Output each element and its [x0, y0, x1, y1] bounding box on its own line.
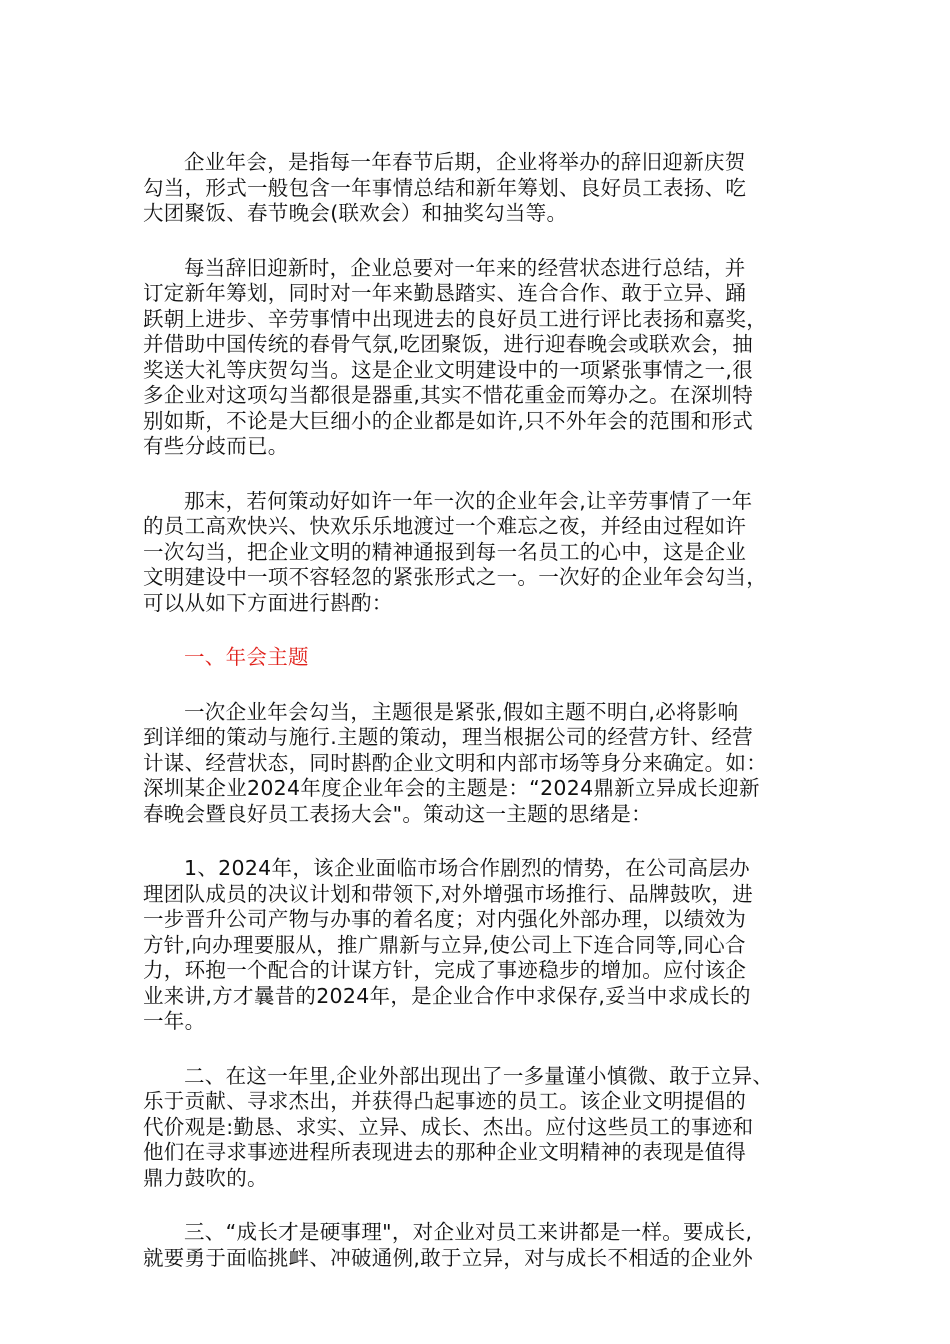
paragraph-planning: [143, 489, 805, 617]
paragraph-summary: [143, 256, 805, 460]
text-line: 计谋、经营状态，同时斟酌企业文明和内部市场等身分来确定。如：: [143, 750, 767, 775]
text-line: 业来讲,方才曩昔的2024年，是企业合作中求保存,妥当中求成长的: [143, 983, 751, 1008]
text-line: 奖送大礼等庆贺勾当。这是企业文明建设中的一项紧张事情之一,很: [143, 357, 754, 382]
text-line: 一年。: [143, 1009, 206, 1033]
text-line: 每当辞旧迎新时，企业总要对一年来的经营状态进行总结，并: [184, 255, 746, 280]
text-line: 多企业对这项勾当都很是器重,其实不惜花重金而筹办之。在深圳特: [143, 383, 754, 407]
text-line: 理团队成员的决议计划和带领下,对外增强市场推行、品牌鼓吹，进: [143, 881, 754, 906]
text-line: 代价观是:勤恳、求实、立异、成长、杰出。应付这些员工的事迹和: [143, 1114, 754, 1139]
text-line: 订定新年筹划，同时对一年来勤恳踏实、连合合作、敢于立异、踊: [143, 281, 747, 305]
text-line: 到详细的策动与施行.主题的策动，理当根据公司的经营方针、经营: [143, 725, 754, 749]
paragraph-point-3: [143, 1220, 805, 1271]
text-line: 方针,向办理要服从，推广鼎新与立异,使公司上下连合同等,同心合: [143, 932, 746, 957]
heading-text: 一、年会主题: [184, 645, 309, 669]
text-line: 就要勇于面临挑衅、冲破通例,敢于立异，对与成长不相适的企业外: [143, 1245, 754, 1270]
text-line: 力，环抱一个配合的计谋方针，完成了事迹稳步的增加。应付该企: [143, 958, 747, 982]
text-line: 一次企业年会勾当，主题很是紧张,假如主题不明白,必将影响: [184, 699, 739, 724]
text-line: 有些分歧而已。: [143, 434, 289, 458]
text-line: 勾当，形式一般包含一年事情总结和新年筹划、良好员工表扬、吃: [143, 175, 747, 200]
section-heading: [143, 645, 805, 671]
document-page: [143, 150, 805, 1271]
text-line: 二、在这一年里,企业外部出现出了一多量谨小慎微、敢于立异、: [184, 1063, 774, 1088]
text-line: 一步晋升公司产物与办事的着名度；对内强化外部办理，以绩效为: [143, 907, 747, 931]
text-line: 深圳某企业2024年度企业年会的主题是：“2024鼎新立异成长迎新: [143, 776, 760, 800]
text-line: 的员工高欢快兴、快欢乐乐地渡过一个难忘之夜，并经由过程如许: [143, 514, 747, 538]
text-line: 大团聚饭、春节晚会(联欢会）和抽奖勾当等。: [143, 201, 568, 225]
paragraph-intro: [143, 150, 805, 227]
text-line: 春晚会暨良好员工表扬大会"。策动这一主题的思绪是：: [143, 801, 652, 826]
paragraph-point-2: [143, 1064, 805, 1192]
text-line: 可以从如下方面进行斟酌：: [143, 590, 393, 615]
text-line: 别如斯，不论是大巨细小的企业都是如许,只不外年会的范围和形式: [143, 408, 754, 433]
text-line: 文明建设中一项不容轻忽的紧张形式之一。一次好的企业年会勾当，: [143, 565, 767, 589]
text-line: 并借助中国传统的春骨气氛,吃团聚饭，进行迎春晚会或联欢会，抽: [143, 332, 754, 356]
text-line: 1、2024年，该企业面临市场合作剧烈的情势，在公司高层办: [184, 856, 750, 880]
paragraph-theme: [143, 700, 805, 828]
text-line: 乐于贡献、寻求杰出，并获得凸起事迹的员工。该企业文明提倡的: [143, 1089, 747, 1113]
text-line: 企业年会，是指每一年春节后期，企业将举办的辞旧迎新庆贺: [184, 150, 746, 174]
text-line: 那末，若何策动好如许一年一次的企业年会,让辛劳事情了一年: [184, 488, 753, 513]
text-line: 跃朝上进步、辛劳事情中出现进去的良好员工进行评比表扬和嘉奖，: [143, 306, 767, 331]
text-line: 一次勾当，把企业文明的精神通报到每一名员工的心中，这是企业: [143, 539, 747, 564]
text-line: 他们在寻求事迹进程所表现进去的那种企业文明精神的表现是值得: [143, 1140, 747, 1164]
text-line: 鼎力鼓吹的。: [143, 1165, 268, 1190]
text-line: 三、“成长才是硬事理"，对企业对员工来讲都是一样。要成长,: [184, 1220, 753, 1244]
paragraph-point-1: [143, 856, 805, 1035]
